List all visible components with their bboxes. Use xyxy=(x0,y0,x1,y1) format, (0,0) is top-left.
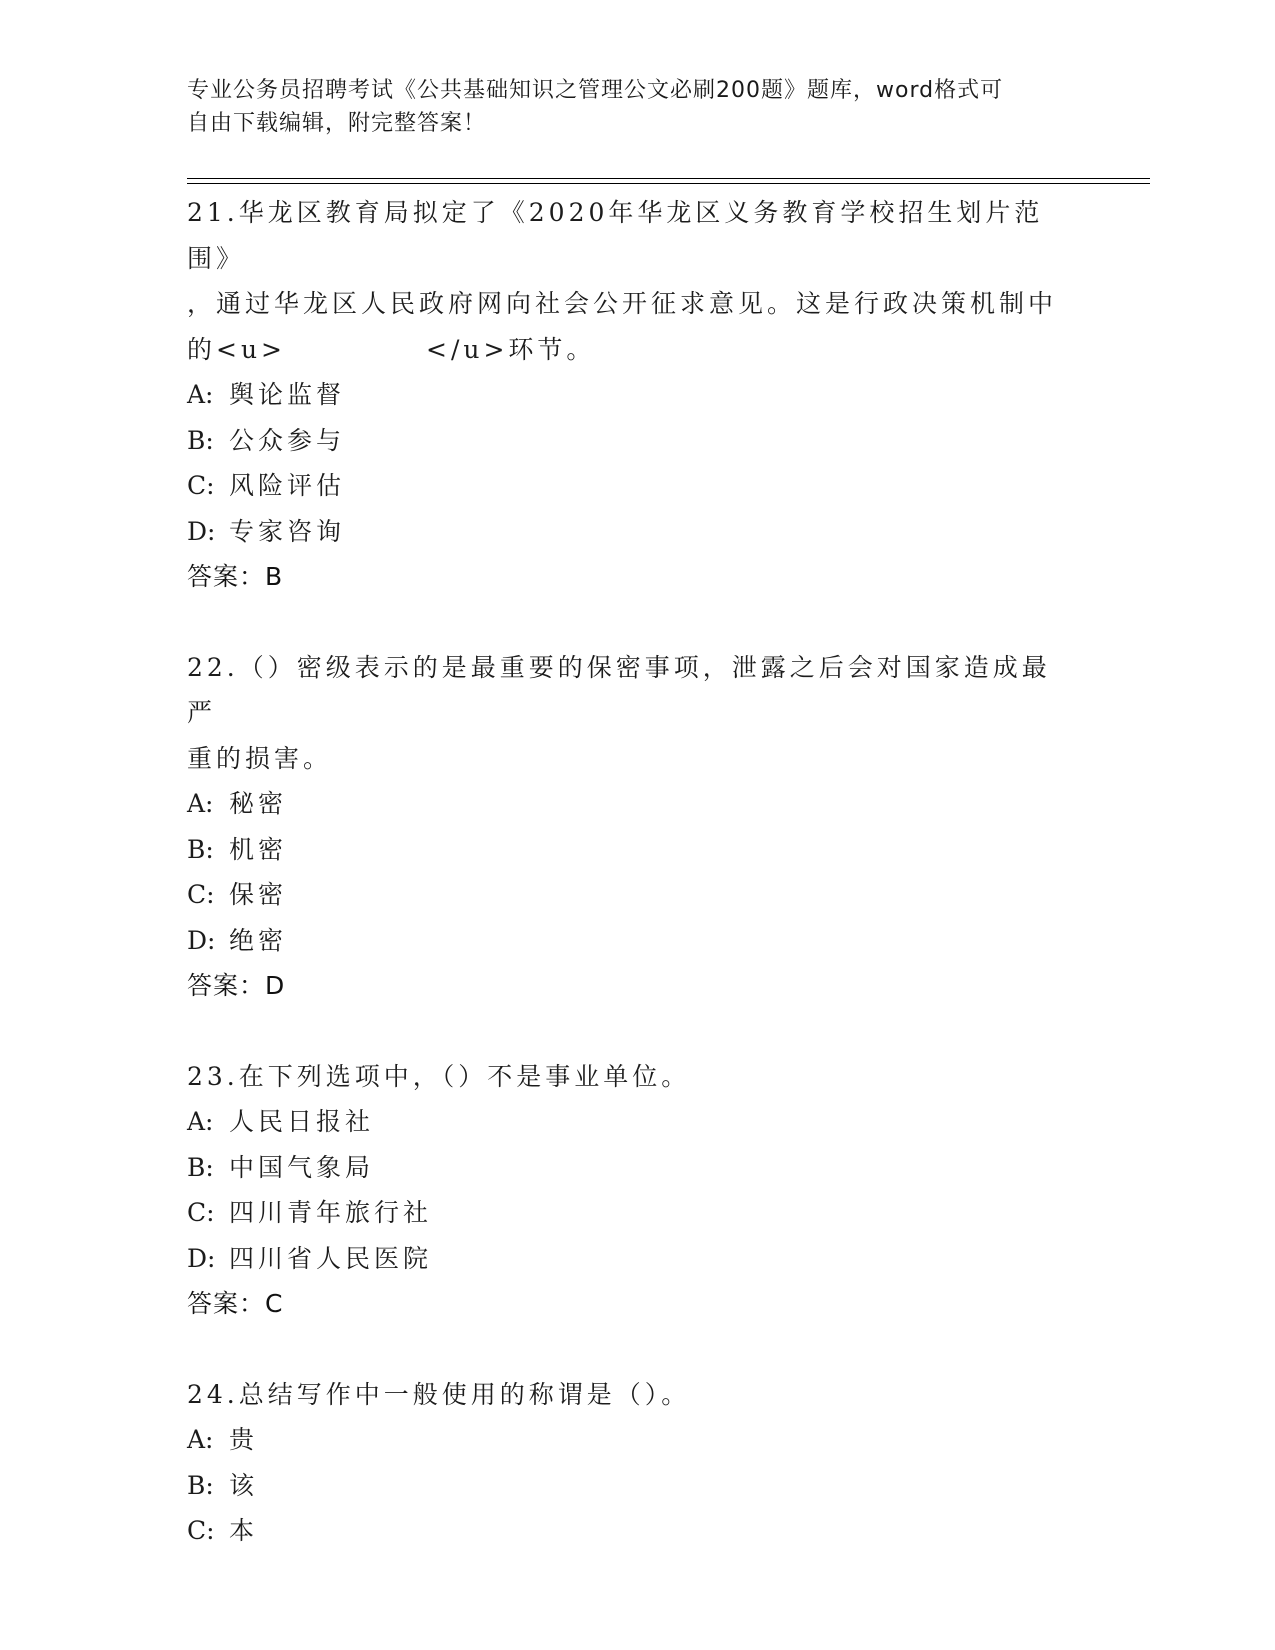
answer-line: 答案：D xyxy=(187,971,286,1000)
option-c xyxy=(187,872,1077,918)
question-stem xyxy=(187,327,1077,373)
question-22 xyxy=(187,645,1077,1009)
stem-line: 的<u> xyxy=(187,334,286,364)
option-text: 本 xyxy=(229,1516,259,1545)
option-key: B: xyxy=(187,834,214,864)
option-text: 四川青年旅行社 xyxy=(229,1198,433,1227)
option-text: 舆论监督 xyxy=(229,380,346,409)
option-b xyxy=(187,1145,1077,1191)
option-a xyxy=(187,781,1077,827)
option-c xyxy=(187,1190,1077,1236)
option-key: C: xyxy=(187,1198,215,1227)
option-key: A: xyxy=(187,1107,214,1136)
option-text: 保密 xyxy=(229,880,288,909)
answer-line: 答案：C xyxy=(187,1289,284,1318)
question-stem xyxy=(187,1372,1077,1418)
option-key: A: xyxy=(187,1425,214,1454)
question-stem xyxy=(187,1054,1077,1100)
stem-line: 23.在下列选项中，（）不是事业单位。 xyxy=(187,1061,691,1091)
option-text: 机密 xyxy=(229,834,288,864)
option-text: 秘密 xyxy=(229,789,288,818)
question-24 xyxy=(187,1372,1077,1554)
option-text: 风险评估 xyxy=(229,471,346,500)
stem-line: ，通过华龙区人民政府网向社会公开征求意见。这是行政决策机制中 xyxy=(187,289,1058,318)
option-c xyxy=(187,463,1077,509)
option-key: B: xyxy=(187,1152,214,1182)
option-key: A: xyxy=(187,789,214,818)
option-key: C: xyxy=(187,1516,215,1545)
stem-line: </u>环节。 xyxy=(426,334,596,364)
option-key: D: xyxy=(187,1243,216,1273)
answer-line: 答案：B xyxy=(187,562,284,591)
option-key: C: xyxy=(187,880,215,909)
option-d xyxy=(187,509,1077,555)
stem-line: 重的损害。 xyxy=(187,743,333,773)
header-divider-top xyxy=(187,178,1150,179)
header-line-1: 专业公务员招聘考试《公共基础知识之管理公文必刷200题》题库，word格式可 xyxy=(187,78,1004,103)
question-stem xyxy=(187,190,1077,281)
option-key: B: xyxy=(187,1470,214,1500)
option-key: D: xyxy=(187,516,216,546)
question-21 xyxy=(187,190,1077,600)
question-stem xyxy=(187,281,1077,327)
stem-line: 21.华龙区教育局拟定了《2020年华龙区义务教育学校招生划片范围》 xyxy=(187,198,1044,273)
option-d xyxy=(187,1236,1077,1282)
option-key: A: xyxy=(187,380,214,409)
header-line-2: 自由下载编辑，附完整答案！ xyxy=(187,111,487,136)
option-d xyxy=(187,918,1077,964)
option-text: 该 xyxy=(229,1470,259,1500)
option-b xyxy=(187,418,1077,464)
option-text: 中国气象局 xyxy=(229,1152,375,1182)
option-a xyxy=(187,372,1077,418)
option-text: 贵 xyxy=(229,1425,259,1454)
option-b xyxy=(187,1463,1077,1509)
option-b xyxy=(187,827,1077,873)
option-text: 四川省人民医院 xyxy=(229,1243,433,1273)
option-a xyxy=(187,1099,1077,1145)
question-23 xyxy=(187,1054,1077,1327)
option-text: 人民日报社 xyxy=(229,1107,375,1136)
question-stem xyxy=(187,736,1077,782)
question-list xyxy=(187,190,1077,1599)
option-key: C: xyxy=(187,471,215,500)
question-stem xyxy=(187,645,1077,736)
option-text: 绝密 xyxy=(229,925,288,955)
option-key: D: xyxy=(187,925,216,955)
option-key: B: xyxy=(187,425,214,455)
option-text: 专家咨询 xyxy=(229,516,346,546)
stem-line: 24.总结写作中一般使用的称谓是（）。 xyxy=(187,1379,691,1409)
option-c xyxy=(187,1508,1077,1554)
option-text: 公众参与 xyxy=(229,425,346,455)
header-divider-bottom xyxy=(187,183,1150,184)
option-a xyxy=(187,1417,1077,1463)
document-header xyxy=(187,74,1067,140)
stem-line: 22.（）密级表示的是最重要的保密事项，泄露之后会对国家造成最严 xyxy=(187,652,1051,727)
